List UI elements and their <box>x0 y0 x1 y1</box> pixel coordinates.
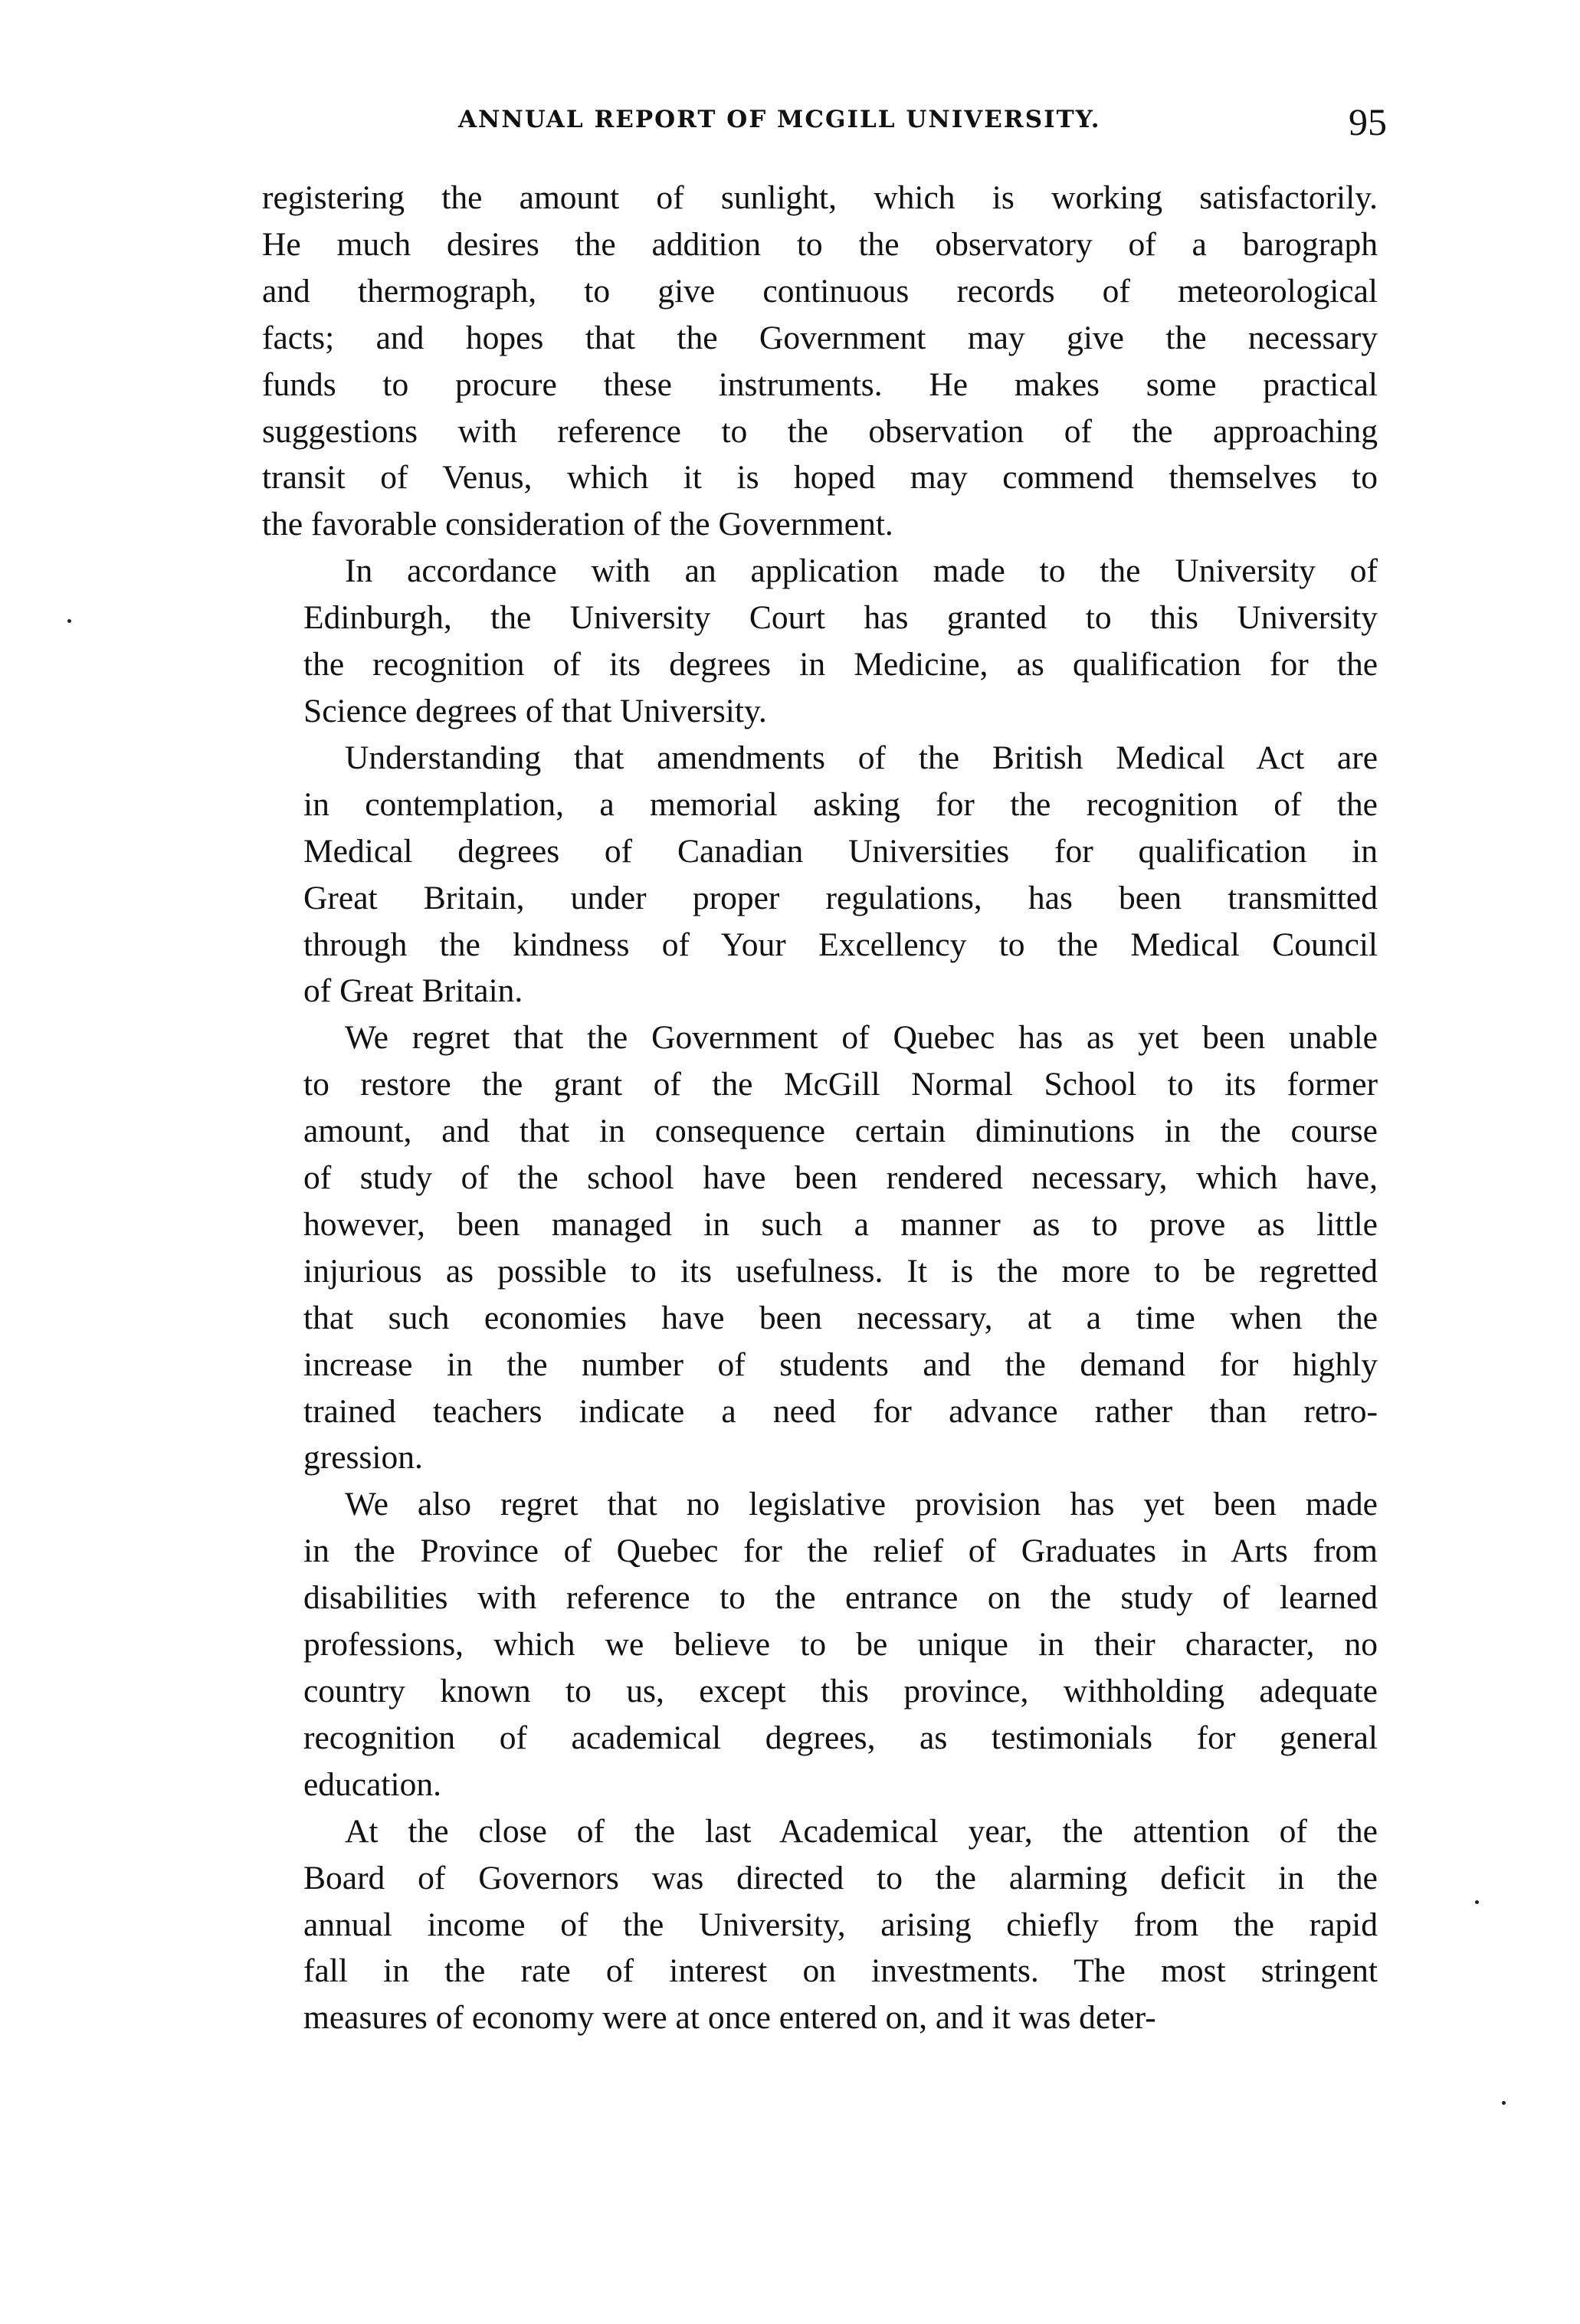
text-line: funds to procure these instruments. He makes some practical <box>262 365 1378 403</box>
paragraph <box>262 1014 1378 1481</box>
text-line: education. <box>303 1765 441 1803</box>
text-line: however, been managed in such a manner as to prove as little <box>303 1205 1378 1243</box>
running-title: ANNUAL REPORT OF MCGILL UNIVERSITY. <box>458 106 1101 133</box>
paragraph <box>262 1808 1378 2042</box>
text-line: measures of economy were at once entered on, and it was deter- <box>303 1999 1156 2037</box>
paragraph <box>262 548 1378 735</box>
text-line: that such economies have been necessary, at a time when the <box>303 1299 1378 1336</box>
text-line: He much desires the addition to the observatory of a barograph <box>262 225 1378 263</box>
text-line: Edinburgh, the University Court has granted to this University <box>303 599 1378 637</box>
text-line: Board of Governors was directed to the alarming deficit in the <box>303 1859 1378 1896</box>
text-line: registering the amount of sunlight, which is working satisfactorily. <box>262 179 1378 216</box>
text-line: amount, and that in consequence certain diminutions in the course <box>303 1113 1378 1150</box>
text-line: professions, which we believe to be unique in their character, no <box>303 1626 1378 1664</box>
text-line: disabilities with reference to the entrance on the study of learned <box>303 1579 1378 1617</box>
text-line: transit of Venus, which it is hoped may commend themselves to <box>262 459 1378 497</box>
text-line: In accordance with an application made to the University of <box>345 552 1378 590</box>
text-line: Medical degrees of Canadian Universities for qualification in <box>303 832 1378 870</box>
text-line: fall in the rate of interest on investments. The most stringent <box>303 1952 1378 1990</box>
paragraph <box>262 1481 1378 1808</box>
text-line: of study of the school have been rendered necessary, which have, <box>303 1159 1378 1197</box>
paragraph <box>262 735 1378 1014</box>
text-line: country known to us, except this province, withholding adequate <box>303 1673 1378 1709</box>
text-line: the recognition of its degrees in Medicine, as qualification for the <box>303 646 1378 683</box>
text-line: increase in the number of students and the demand for highly <box>303 1346 1378 1383</box>
text-line: annual income of the University, arising chiefly from the rapid <box>303 1906 1378 1943</box>
text-line: Science degrees of that University. <box>303 692 767 729</box>
text-line: facts; and hopes that the Government may give the necessary <box>262 319 1378 356</box>
text-line: to restore the grant of the McGill Normal School to its former <box>303 1066 1378 1103</box>
body-text <box>262 175 1378 2041</box>
paragraph <box>262 175 1378 548</box>
scan-speck <box>67 619 71 623</box>
text-line: trained teachers indicate a need for advance rather than retro- <box>303 1392 1378 1430</box>
text-line: injurious as possible to its usefulness. It is the more to be regretted <box>303 1252 1378 1290</box>
scan-speck <box>1475 1900 1479 1904</box>
text-line: gression. <box>303 1439 423 1477</box>
text-line: the favorable consideration of the Government. <box>262 506 893 543</box>
text-line: Understanding that amendments of the British Medical Act are <box>345 739 1378 776</box>
text-line: through the kindness of Your Excellency to the Medical Council <box>303 926 1378 963</box>
text-line: We also regret that no legislative provision has yet been made <box>345 1486 1378 1523</box>
page-number: 95 <box>1349 100 1387 143</box>
scan-speck <box>1502 2101 1506 2105</box>
text-line: Great Britain, under proper regulations, has been transmitted <box>303 879 1378 916</box>
text-line: recognition of academical degrees, as testimonials for general <box>303 1719 1378 1756</box>
text-line: We regret that the Government of Quebec has as yet been unable <box>345 1019 1378 1057</box>
page-header <box>261 100 1387 152</box>
text-line: in contemplation, a memorial asking for the recognition of the <box>303 785 1378 823</box>
text-line: and thermograph, to give continuous records of meteorological <box>262 272 1378 310</box>
text-line: suggestions with reference to the observation of the approaching <box>262 412 1378 450</box>
text-line: of Great Britain. <box>303 972 523 1010</box>
text-line: At the close of the last Academical year, the attention of the <box>345 1812 1378 1850</box>
text-line: in the Province of Quebec for the relief of Graduates in Arts from <box>303 1532 1378 1570</box>
